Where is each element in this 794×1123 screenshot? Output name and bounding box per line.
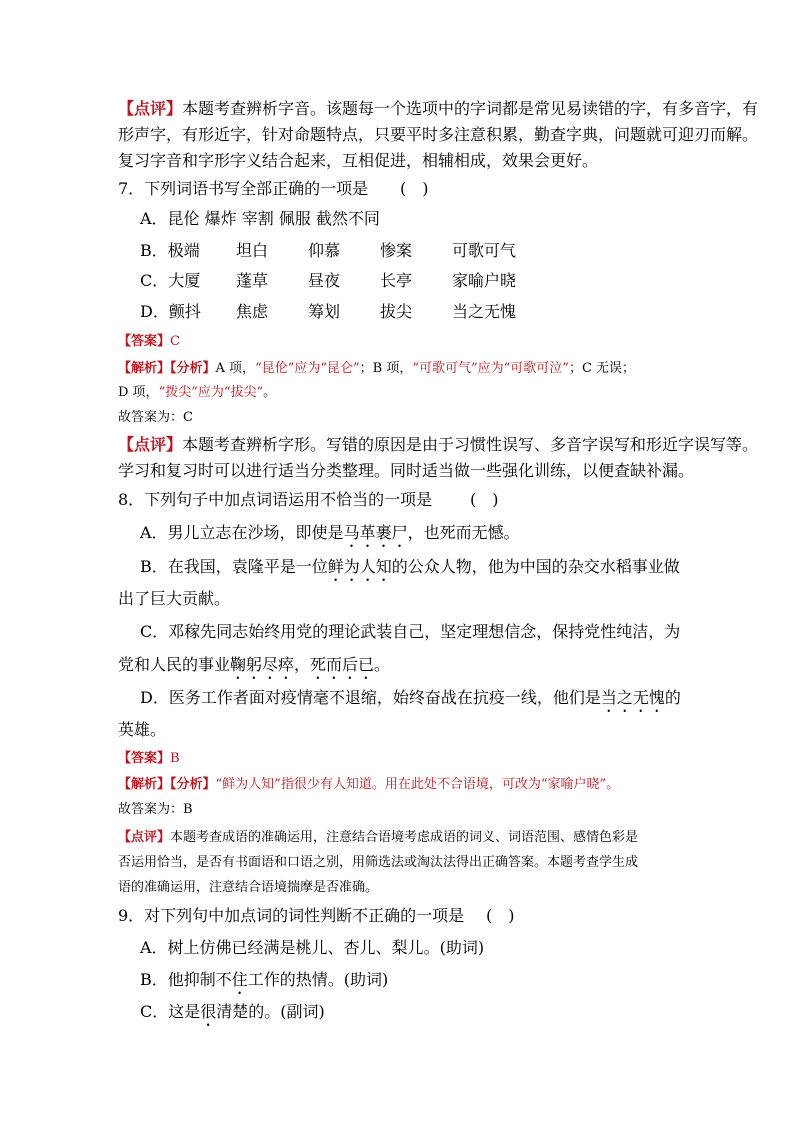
q7-option-c-word-4: 长亭: [380, 271, 413, 290]
q8-analysis-text: “鲜为人知”指很少有人知道。用在此处不合语境，可改为“家喻户晓”。: [215, 777, 620, 792]
q7-analysis-line-1: [118, 358, 635, 380]
q6-comment-line-1: [118, 98, 758, 120]
q9-option-c-dotted: 很: [200, 1002, 217, 1021]
q6-comment-line-2: 形声字，有形近字，针对命题特点，只要平时多注意积累，勤查字典，问题就可迎刃而解。: [118, 125, 759, 144]
q9-option-c-post: 清楚的。(副词): [216, 1002, 325, 1021]
q7-answer-value: C: [170, 334, 180, 349]
q7-analysis-d: “可歌可气”应为“可歌可泣”: [412, 361, 569, 376]
q8-option-d-pre: D．医务工作者面对疫情毫不退缩，始终奋战在抗疫一线，他们是: [140, 688, 601, 707]
q7-option-c-word-2: 蓬草: [236, 271, 269, 290]
q9-option-b-post: 工作的热情。(助词): [247, 970, 389, 989]
q7-option-b-word-2: 坦白: [236, 241, 269, 260]
q7-analysis-e: ；C 无误；: [568, 361, 636, 376]
q7-answer: [118, 331, 180, 353]
q7-option-d-word-5: 当之无愧: [452, 302, 517, 321]
q8-conclusion: 故答案为：B: [118, 802, 193, 817]
q8-option-d-post: 的: [664, 688, 681, 707]
q8-option-b-line-1: [140, 556, 680, 585]
q8-option-b-pre: B．在我国，袁隆平是一位: [140, 557, 328, 576]
q7-analysis-2b: “拨尖”应为“拔尖”: [158, 385, 264, 400]
fenxi-label: 【分析】: [170, 777, 216, 792]
q8-option-b-post: 的公众人物，他为中国的杂交水稻事业做: [391, 557, 680, 576]
answer-label: 【答案】: [118, 334, 171, 349]
q8-option-b-dotted: 鲜为人知: [327, 557, 392, 576]
q7-analysis-2c: 。: [263, 385, 277, 400]
q7-option-d-word-4: 拔尖: [380, 302, 413, 321]
q8-option-a: [140, 522, 520, 551]
q8-answer-paren: ( ): [470, 490, 499, 509]
q6-comment-line-3: 复习字音和字形字义结合起来，互相促进，相辅相成，效果会更好。: [118, 151, 599, 170]
q8-option-d-line-2: 英雄。: [118, 720, 167, 739]
q8-option-d-line-1: [140, 687, 681, 716]
q8-option-c-line-2: [118, 654, 390, 683]
q9-option-c: [140, 1001, 325, 1030]
q9-option-b-pre: B．他抑制不: [140, 970, 232, 989]
q8-option-a-pre: A．男儿立志在沙场，即使是: [140, 523, 344, 542]
q7-option-b-word-3: 仰慕: [308, 241, 341, 260]
q8-option-a-post: ，也死而无憾。: [407, 523, 520, 542]
q7-option-d-label: D．颤抖: [140, 302, 201, 321]
q8-analysis: [118, 774, 619, 796]
q7-option-b-word-5: 可歌可气: [452, 241, 517, 260]
q8-comment-text-1: 本题考查成语的准确运用，注意结合语境考虑成语的词义、词语范围、感情色彩是: [170, 830, 639, 845]
q7-stem: 7．下列词语书写全部正确的一项是: [118, 179, 369, 198]
q7-option-c-label: C．大厦: [140, 271, 201, 290]
comment-label: 【点评】: [118, 435, 183, 454]
q8-answer-value: B: [170, 751, 180, 766]
q7-option-d-word-2: 焦虑: [236, 302, 269, 321]
q8-comment-line-3: 语的准确运用，注意结合语境揣摩是否准确。: [118, 880, 379, 895]
q7-conclusion: 故答案为：C: [118, 410, 193, 425]
analysis-label: 【解析】: [118, 777, 171, 792]
q6-comment-text-1: 本题考查辨析字音。该题每一个选项中的字词都是常见易读错的字，有多音字，有: [182, 99, 759, 118]
q7-analysis-a: A 项，: [215, 361, 256, 376]
q7-option-d-word-3: 筹划: [308, 302, 341, 321]
q7-comment-line-2: 学习和复习时可以进行适当分类整理。同时适当做一些强化训练，以便查缺补漏。: [118, 461, 695, 480]
q9-option-b-dotted: 住: [231, 970, 248, 989]
q7-comment-text-1: 本题考查辨析字形。写错的原因是由于习惯性误写、多音字误写和形近字误写等。: [182, 435, 759, 454]
q8-stem: 8．下列句子中加点词语运用不恰当的一项是: [118, 490, 433, 509]
q7-option-c-word-5: 家喻户晓: [452, 271, 517, 290]
q9-option-c-pre: C．这是: [140, 1002, 201, 1021]
q9-option-a: [140, 937, 484, 966]
q7-analysis-line-2: [118, 382, 276, 404]
q8-option-c-pre: 党和人民的事业: [118, 655, 231, 674]
q8-comment-line-2: 否运用恰当，是否有书面语和口语之别，用筛选法或淘汰法得出正确答案。本题考查学生成: [118, 855, 639, 870]
q7-option-b-word-4: 惨案: [380, 241, 413, 260]
comment-label: 【点评】: [118, 99, 183, 118]
q7-analysis-2a: D 项，: [118, 385, 159, 400]
q8-option-c-dotted: 鞠躬尽瘁，死而后已: [230, 655, 375, 674]
q8-answer: [118, 748, 180, 770]
comment-label: 【点评】: [118, 830, 171, 845]
q8-option-b-line-2: 出了巨大贡献。: [118, 589, 231, 608]
q9-option-a-pre: A．树上仿佛已经满是桃儿、杏儿、梨儿: [140, 938, 424, 957]
q9-stem: 9．对下列句中加点词的词性判断不正确的一项是: [118, 906, 465, 925]
q8-option-d-dotted: 当之无愧: [600, 688, 665, 707]
q8-option-c-post: 。: [374, 655, 391, 674]
answer-label: 【答案】: [118, 751, 171, 766]
q7-option-a: A．昆伦 爆炸 宰割 佩服 截然不同: [140, 209, 380, 228]
q8-comment-line-1: [118, 827, 638, 849]
fenxi-label: 【分析】: [170, 361, 216, 376]
analysis-label: 【解析】: [118, 361, 171, 376]
q7-answer-paren: ( ): [400, 179, 429, 198]
q8-option-a-dotted: 马革裹尸: [343, 523, 408, 542]
q9-answer-paren: ( ): [486, 906, 515, 925]
q7-option-c-word-3: 昼夜: [308, 271, 341, 290]
q7-analysis-b: “昆伦”应为“昆仑”: [255, 361, 360, 376]
q9-option-a-dotted: 。: [423, 938, 440, 957]
q9-option-a-post: (助词): [439, 938, 485, 957]
q8-option-c-line-1: C．邓稼先同志始终用党的理论武装自己，坚定理想信念，保持党性纯洁，为: [140, 622, 681, 641]
q7-analysis-c: ；B 项，: [359, 361, 413, 376]
q7-comment-line-1: [118, 434, 758, 456]
q7-option-b-label: B．极端: [140, 241, 200, 260]
q9-option-b: [140, 969, 388, 998]
